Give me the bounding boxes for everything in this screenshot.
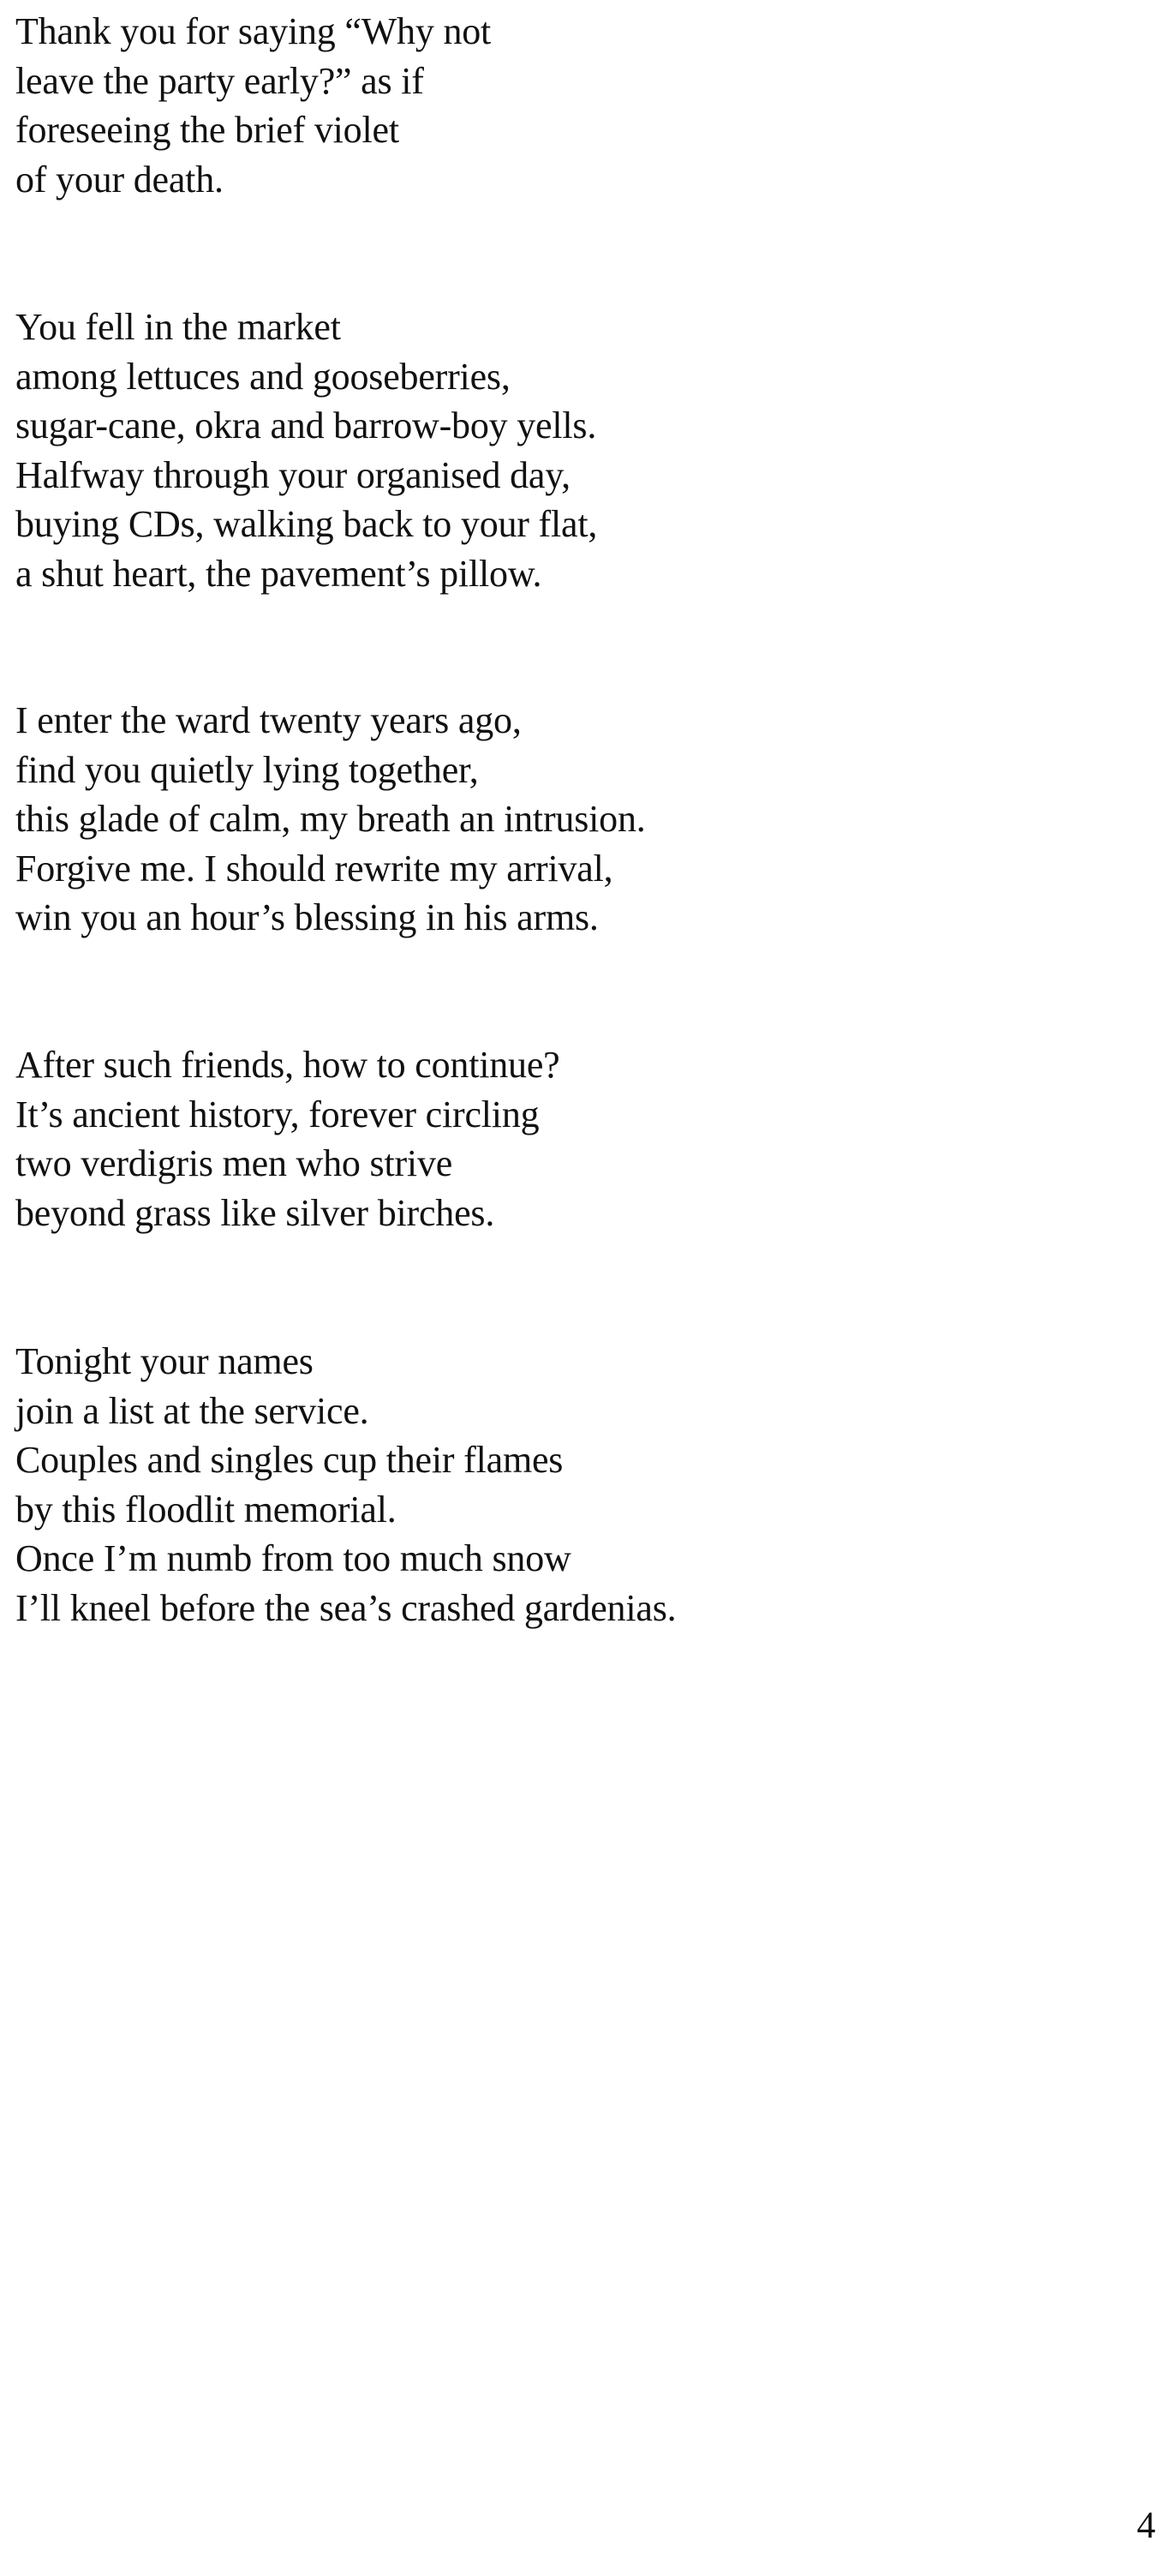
poem-line: win you an hour’s blessing in his arms. bbox=[15, 896, 599, 938]
stanza-4 bbox=[15, 1040, 560, 1237]
poem-line: I enter the ward twenty years ago, bbox=[15, 699, 522, 741]
stanza-1 bbox=[15, 7, 491, 204]
poem-line: buying CDs, walking back to your flat, bbox=[15, 503, 598, 545]
stanza-3 bbox=[15, 696, 646, 943]
poem-line: find you quietly lying together, bbox=[15, 748, 479, 791]
poem-line: Couples and singles cup their flames bbox=[15, 1439, 564, 1481]
poem-line: Thank you for saying “Why not bbox=[15, 10, 492, 52]
poem-line: two verdigris men who strive bbox=[15, 1142, 453, 1184]
poem-line: a shut heart, the pavement’s pillow. bbox=[15, 552, 542, 595]
stanza-2 bbox=[15, 303, 597, 598]
poem-line: It’s ancient history, forever circling bbox=[15, 1093, 540, 1135]
poem-line: Halfway through your organised day, bbox=[15, 453, 571, 496]
poem-line: sugar-cane, okra and barrow-boy yells. bbox=[15, 404, 597, 446]
poem-line: beyond grass like silver birches. bbox=[15, 1191, 495, 1234]
poem-line: After such friends, how to continue? bbox=[15, 1044, 560, 1086]
stanza-5 bbox=[15, 1337, 676, 1632]
poem-line: among lettuces and gooseberries, bbox=[15, 355, 511, 398]
poem-line: join a list at the service. bbox=[15, 1389, 369, 1432]
poem-line: leave the party early?” as if bbox=[15, 59, 424, 102]
poem-line: Tonight your names bbox=[15, 1340, 314, 1382]
poem-line: by this floodlit memorial. bbox=[15, 1488, 397, 1531]
poem-line: foreseeing the brief violet bbox=[15, 109, 399, 151]
poem-line: of your death. bbox=[15, 158, 224, 201]
poem-line: Once I’m numb from too much snow bbox=[15, 1537, 571, 1579]
poem-line: Forgive me. I should rewrite my arrival, bbox=[15, 847, 613, 890]
page-number: 4 bbox=[1137, 2504, 1156, 2546]
poem-line: this glade of calm, my breath an intrusion. bbox=[15, 798, 646, 840]
poem-line: You fell in the market bbox=[15, 306, 341, 348]
poem-line: I’ll kneel before the sea’s crashed gardenias. bbox=[15, 1586, 677, 1629]
